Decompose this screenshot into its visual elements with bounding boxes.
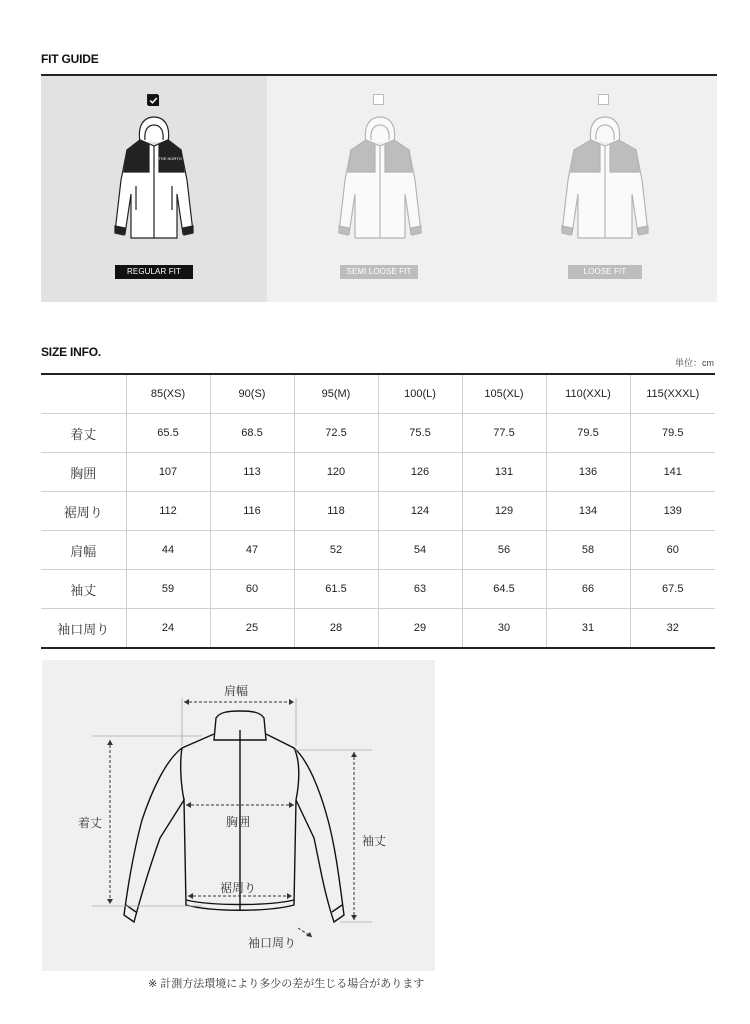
fit-label-semi-loose: SEMI LOOSE FIT [340,265,418,279]
cuff-label: 袖口周り [248,936,297,950]
table-cell: 31 [546,609,630,649]
unit-label: 単位：cm [675,358,714,368]
table-cell: 75.5 [378,414,462,453]
hem-label: 裾周り [220,881,257,895]
checkbox-checked-icon[interactable] [147,94,158,105]
measurement-note: ※ 計測方法環境により多少の差が生じる場合があります [148,978,425,990]
table-cell: 60 [210,570,294,609]
table-cell: 58 [546,531,630,570]
table-cell: 72.5 [294,414,378,453]
table-cell: 29 [378,609,462,649]
row-label: 胸囲 [41,453,126,492]
table-cell: 120 [294,453,378,492]
table-cell: 30 [462,609,546,649]
table-row [41,570,715,609]
table-cell: 59 [126,570,210,609]
table-cell: 65.5 [126,414,210,453]
table-cell: 52 [294,531,378,570]
fit-label-loose: LOOSE FIT [568,265,642,279]
size-table [41,373,715,649]
table-cell: 77.5 [462,414,546,453]
table-cell: 118 [294,492,378,531]
row-label: 袖口周り [41,609,126,649]
table-cell: 24 [126,609,210,649]
fit-option-loose[interactable] [492,76,717,302]
size-header: 105(XL) [462,374,546,414]
table-cell: 126 [378,453,462,492]
table-cell: 28 [294,609,378,649]
table-cell: 68.5 [210,414,294,453]
size-header: 95(M) [294,374,378,414]
table-cell: 54 [378,531,462,570]
table-cell: 136 [546,453,630,492]
row-label: 裾周り [41,492,126,531]
table-cell: 134 [546,492,630,531]
table-cell: 25 [210,609,294,649]
table-cell: 124 [378,492,462,531]
length-label: 着丈 [78,816,103,830]
size-header: 115(XXXL) [630,374,715,414]
size-header: 85(XS) [126,374,210,414]
table-row [41,492,715,531]
table-cell: 113 [210,453,294,492]
fit-label-regular: REGULAR FIT [115,265,193,279]
checkbox-unchecked-icon[interactable] [598,94,609,105]
table-cell: 107 [126,453,210,492]
jacket-icon [556,114,654,244]
table-cell: 141 [630,453,715,492]
shoulder-label: 肩幅 [224,684,249,698]
table-cell: 139 [630,492,715,531]
table-cell: 66 [546,570,630,609]
table-cell: 116 [210,492,294,531]
row-label: 肩幅 [41,531,126,570]
fit-guide-title: FIT GUIDE [41,52,99,66]
table-cell: 63 [378,570,462,609]
row-label: 着丈 [41,414,126,453]
size-header-row [41,374,715,414]
fit-option-regular[interactable] [41,76,267,302]
table-cell: 129 [462,492,546,531]
table-row [41,453,715,492]
table-cell: 56 [462,531,546,570]
table-row [41,414,715,453]
table-cell: 32 [630,609,715,649]
row-label: 袖丈 [41,570,126,609]
checkbox-unchecked-icon[interactable] [373,94,384,105]
sleeve-label: 袖丈 [362,834,387,848]
header-corner [41,374,126,414]
jacket-icon [333,114,427,244]
jacket-icon [107,114,201,244]
svg-text:THE NORTH: THE NORTH [158,156,182,161]
table-cell: 67.5 [630,570,715,609]
size-header: 90(S) [210,374,294,414]
table-cell: 79.5 [630,414,715,453]
table-cell: 131 [462,453,546,492]
size-header: 100(L) [378,374,462,414]
table-cell: 64.5 [462,570,546,609]
table-row [41,609,715,649]
fit-option-semi-loose[interactable] [267,76,492,302]
table-cell: 61.5 [294,570,378,609]
table-cell: 47 [210,531,294,570]
table-cell: 44 [126,531,210,570]
size-header: 110(XXL) [546,374,630,414]
chest-label: 胸囲 [226,815,251,829]
size-info-title: SIZE INFO. [41,345,102,359]
table-cell: 112 [126,492,210,531]
table-cell: 60 [630,531,715,570]
table-row [41,531,715,570]
table-cell: 79.5 [546,414,630,453]
measurement-diagram [42,660,435,971]
